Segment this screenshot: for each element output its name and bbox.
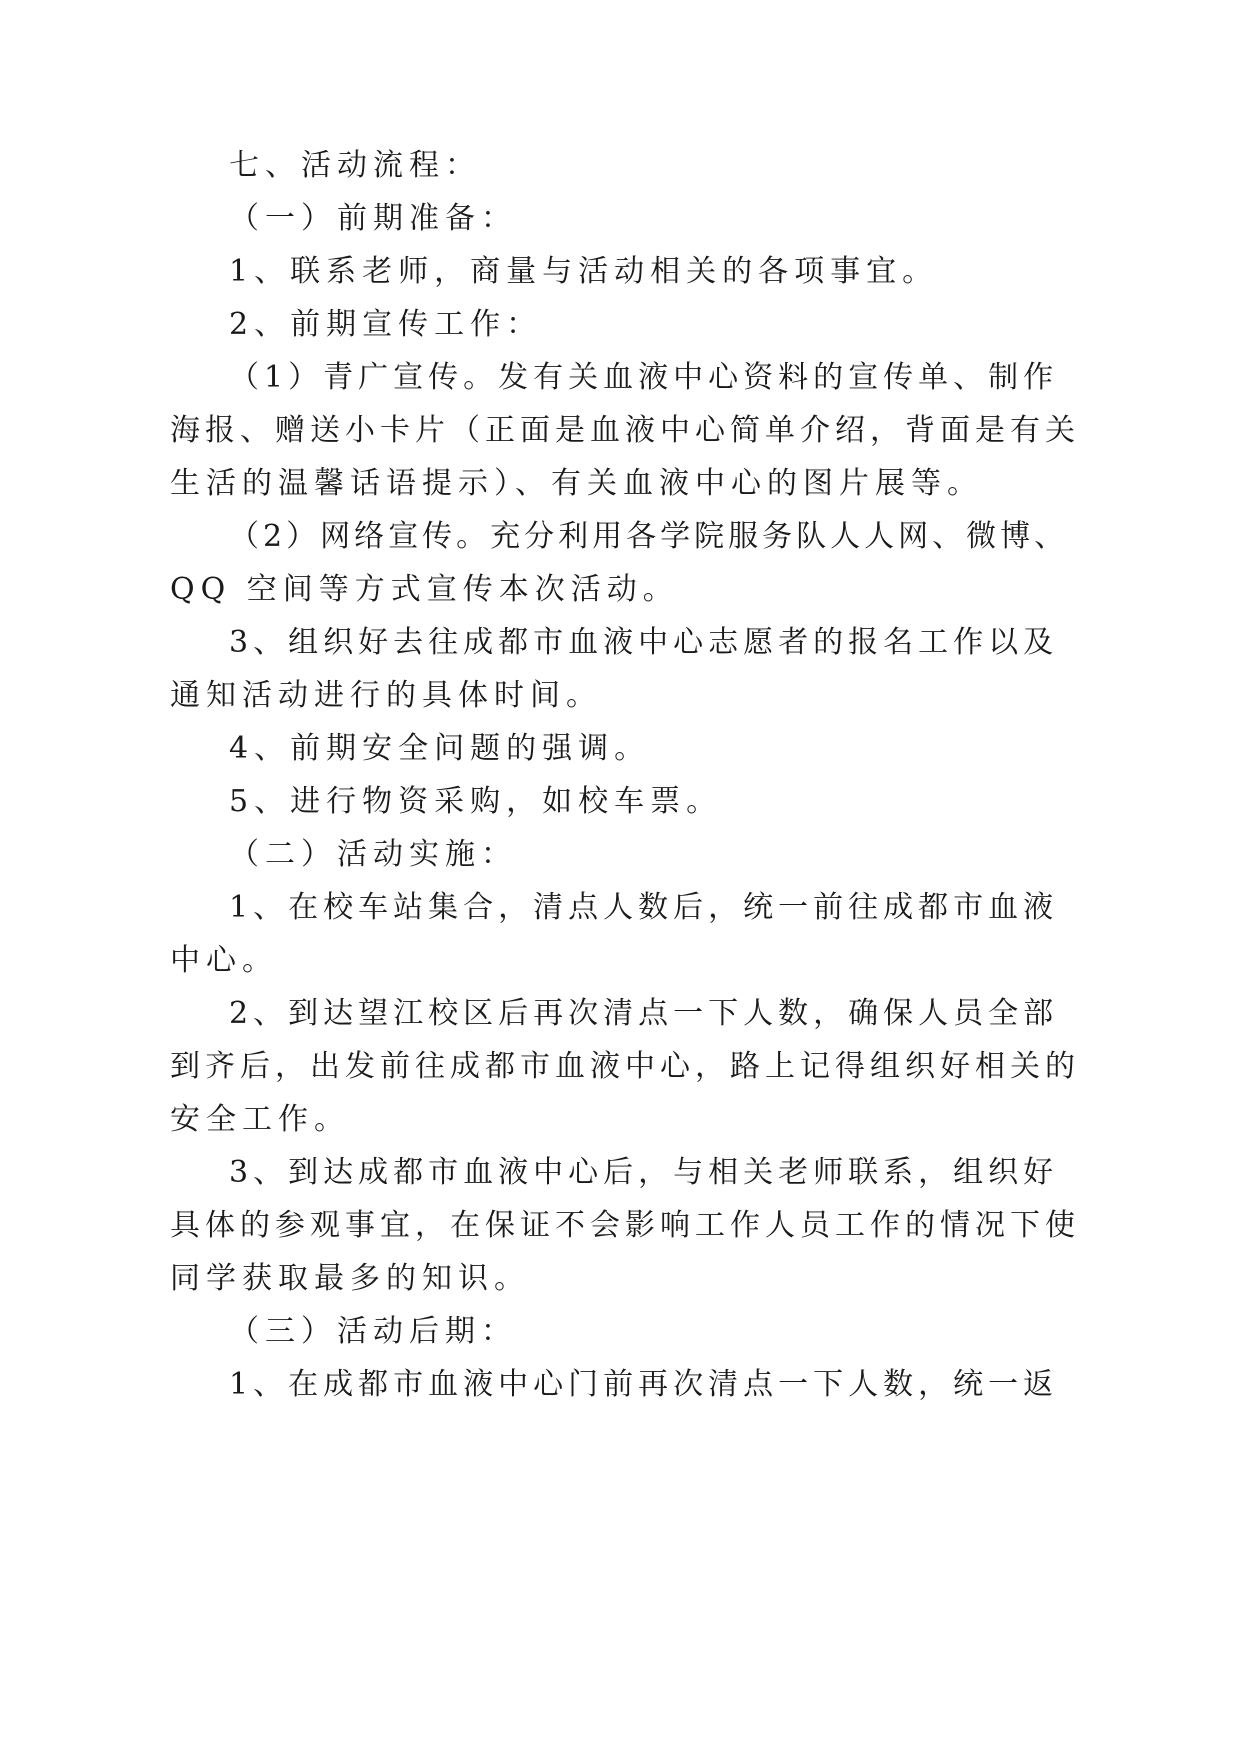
paragraph-line: 2、到达望江校区后再次清点一下人数，确保人员全部 xyxy=(229,996,1059,1031)
paragraph-line: 2、前期宣传工作： xyxy=(229,307,543,342)
paragraph-line: 1、在校车站集合，清点人数后，统一前往成都市血液 xyxy=(229,890,1059,925)
paragraph-line: 海报、赠送小卡片（正面是血液中心简单介绍，背面是有关 xyxy=(170,413,1080,448)
paragraph-line: 具体的参观事宜，在保证不会影响工作人员工作的情况下使 xyxy=(170,1208,1080,1243)
paragraph-line: （1）青广宣传。发有关血液中心资料的宣传单、制作 xyxy=(229,360,1059,395)
section-heading: 七、活动流程： xyxy=(229,148,481,183)
subsection-heading: （二）活动实施： xyxy=(229,837,517,872)
paragraph-line: 3、到达成都市血液中心后，与相关老师联系，组织好 xyxy=(229,1155,1059,1190)
subsection-heading: （三）活动后期： xyxy=(229,1314,517,1349)
paragraph-line: 5、进行物资采购，如校车票。 xyxy=(229,784,723,819)
paragraph-line: 1、联系老师，商量与活动相关的各项事宜。 xyxy=(229,254,939,289)
paragraph-line: 通知活动进行的具体时间。 xyxy=(170,678,602,713)
paragraph-line: 到齐后，出发前往成都市血液中心，路上记得组织好相关的 xyxy=(170,1049,1080,1084)
subsection-heading: （一）前期准备： xyxy=(229,201,517,236)
paragraph-line: QQ 空间等方式宣传本次活动。 xyxy=(170,572,679,607)
paragraph-line: 生活的温馨话语提示）、有关血液中心的图片展等。 xyxy=(170,466,983,501)
paragraph-line: （2）网络宣传。充分利用各学院服务队人人网、微博、 xyxy=(229,519,1069,554)
paragraph-line: 中心。 xyxy=(170,943,278,978)
paragraph-line: 3、组织好去往成都市血液中心志愿者的报名工作以及 xyxy=(229,625,1059,660)
paragraph-line: 4、前期安全问题的强调。 xyxy=(229,731,651,766)
paragraph-line: 安全工作。 xyxy=(170,1102,350,1137)
paragraph-line: 1、在成都市血液中心门前再次清点一下人数，统一返 xyxy=(229,1367,1059,1402)
paragraph-line: 同学获取最多的知识。 xyxy=(170,1261,530,1296)
